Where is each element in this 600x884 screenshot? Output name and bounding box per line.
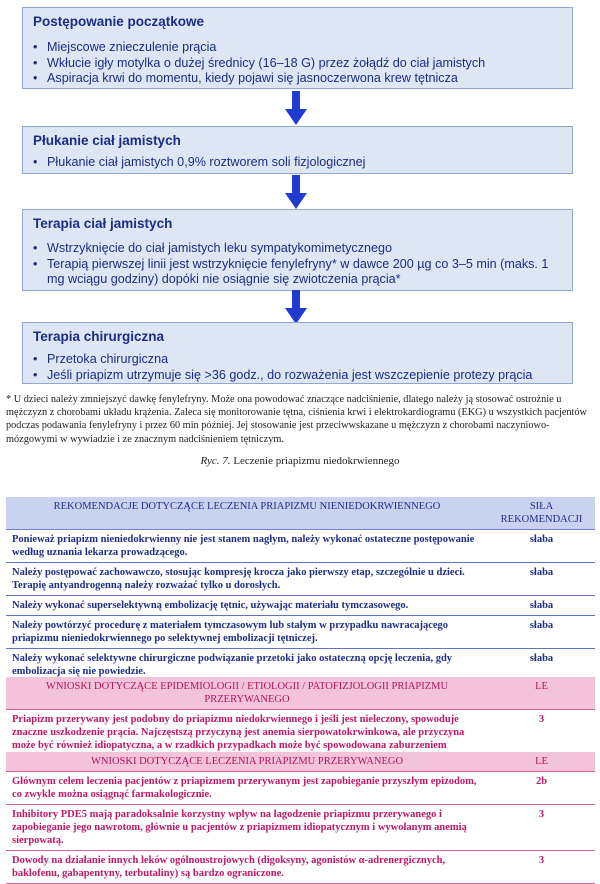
flow-step-list bbox=[33, 155, 564, 171]
table-row bbox=[6, 563, 595, 596]
table-header: WNIOSKI DOTYCZĄCE EPIDEMIOLOGII / ETIOLOGII / PATOFIZJOLOGII PRIAPIZMU PRZERYWANEGO bbox=[6, 677, 488, 710]
row-text: Należy wykonać selektywne chirurgiczne podwiązanie przetoki jako ostateczną opcję leczenia, gdy embolizacja się nie powiedzie. bbox=[6, 649, 488, 682]
flow-step-title: Terapia ciał jamistych bbox=[33, 216, 173, 231]
row-value: słaba bbox=[488, 530, 595, 563]
row-value: słaba bbox=[488, 616, 595, 649]
row-value: słaba bbox=[488, 563, 595, 596]
down-arrow-icon bbox=[285, 91, 307, 125]
table-header-le: LE bbox=[488, 677, 595, 710]
row-value: słaba bbox=[488, 649, 595, 682]
flow-step-title: Płukanie ciał jamistych bbox=[33, 133, 181, 148]
row-value: 3 bbox=[488, 851, 595, 884]
flow-item: • Miejscowe znieczulenie prącia bbox=[33, 40, 564, 56]
row-text: Ponieważ priapizm nieniedokrwienny nie jest stanem nagłym, należy wykonać ostateczne postępowanie według uznania lekarza prowadzącego. bbox=[6, 530, 488, 563]
flow-step-title: Terapia chirurgiczna bbox=[33, 329, 165, 344]
table-row bbox=[6, 805, 595, 851]
flow-item: • Przetoka chirurgiczna bbox=[33, 352, 564, 368]
flow-item: • Aspiracja krwi do momentu, kiedy pojawi się jasnoczerwona krew tętnicza bbox=[33, 71, 564, 87]
flow-item: • Wkłucie igły motylka o dużej średnicy (16–18 G) przez żołądź do ciał jamistych bbox=[33, 56, 564, 72]
table-row bbox=[6, 596, 595, 616]
table-row bbox=[6, 851, 595, 884]
recommendations-table bbox=[6, 497, 595, 682]
flow-step-title: Postępowanie początkowe bbox=[33, 14, 205, 29]
down-arrow-icon bbox=[285, 175, 307, 209]
flow-step-initial bbox=[22, 7, 573, 89]
table-row bbox=[6, 616, 595, 649]
table-header-le: LE bbox=[488, 752, 595, 772]
table-header-strength: SIŁA REKOMENDACJI bbox=[488, 497, 595, 530]
row-text: Priapizm przerywany jest podobny do priapizmu niedokrwiennego i jeśli jest nieleczony, spowoduje znaczne uszkodzenie prącia. Najczęstszą przyczyną jest anemia sierpowatokrwinkowa, ale przyczyna może być również idiopatyczna, a w rzadkich przypadkach może być spowodowana zaburzeniem bbox=[6, 710, 488, 769]
table-row bbox=[6, 772, 595, 805]
flow-step-list bbox=[33, 40, 564, 87]
flow-step-list bbox=[33, 352, 564, 383]
flow-step-surgical-therapy bbox=[22, 322, 573, 384]
row-text: Głównym celem leczenia pacjentów z priapizmem przerywanym jest zapobieganie przyszłym epizodom, co zwykle można osiągnąć farmakologicznie. bbox=[6, 772, 488, 805]
flow-step-irrigation bbox=[22, 126, 573, 174]
row-text: Należy postępować zachowawczo, stosując kompresję krocza jako pierwszy etap, szczególnie u dzieci. Terapię antyandrogenną należy rozważać tylko u dorosłych. bbox=[6, 563, 488, 596]
table-row bbox=[6, 530, 595, 563]
row-text: Należy wykonać superselektywną embolizację tętnic, używając materiału tymczasowego. bbox=[6, 596, 488, 616]
row-value: 3 bbox=[488, 805, 595, 851]
footnote: * U dzieci należy zmniejszyć dawkę fenylefryny. Może ona powodować znaczące nadciśnienie, dlatego należy ją stosować ostrożnie u mężczyzn z chorobami układu krążenia. Zaleca się monitorowanie tętna, ciśnienia krwi i elektrokardiogramu (EKG) u wszystkich pacjentów podczas podawania fenylefryny i przez 60 min później. Jej stosowanie jest przeciwwskazane u mężczyzn z chorobami naczyniowo-mózgowymi w wywiadzie i ze znacznym nadciśnieniem tętniczym. bbox=[6, 394, 587, 445]
flow-item: • Płukanie ciał jamistych 0,9% roztworem soli fizjologicznej bbox=[33, 155, 564, 171]
flow-item: • Jeśli priapizm utrzymuje się >36 godz., do rozważenia jest wszczepienie protezy prącia bbox=[33, 368, 564, 384]
table-header: WNIOSKI DOTYCZĄCE LECZENIA PRIAPIZMU PRZERYWANEGO bbox=[6, 752, 488, 772]
row-value: 3 bbox=[488, 710, 595, 769]
flow-item: • Wstrzyknięcie do ciał jamistych leku sympatykomimetycznego bbox=[33, 241, 564, 257]
treatment-conclusions-table bbox=[6, 752, 595, 884]
figure-caption bbox=[0, 455, 600, 467]
row-value: 2b bbox=[488, 772, 595, 805]
row-text: Należy powtórzyć procedurę z materiałem tymczasowym lub stałym w przypadku nawracającego priapizmu nieniedokrwiennego po selektywnej embolizacji tętniczej. bbox=[6, 616, 488, 649]
down-arrow-icon bbox=[285, 290, 307, 324]
caption-text: Leczenie priapizmu niedokrwiennego bbox=[230, 455, 400, 467]
row-value: słaba bbox=[488, 596, 595, 616]
flow-step-cavernosal-therapy bbox=[22, 209, 573, 291]
row-text: Dowody na działanie innych leków ogólnoustrojowych (digoksyny, agonistów α-adrenergicznych, baklofenu, gabapentyny, terbutaliny) są bardzo ograniczone. bbox=[6, 851, 488, 884]
flow-item: • Terapią pierwszej linii jest wstrzyknięcie fenylefryny* w dawce 200 µg co 3–5 min (maks. 1 mg wciągu godziny) dopóki nie osiągnie się zwiotczenia prącia* bbox=[33, 257, 564, 288]
caption-label: Ryc. 7. bbox=[200, 455, 231, 467]
flow-step-list bbox=[33, 241, 564, 288]
table-header: REKOMENDACJE DOTYCZĄCE LECZENIA PRIAPIZMU NIENIEDOKRWIENNEGO bbox=[6, 497, 488, 530]
row-text: Inhibitory PDE5 mają paradoksalnie korzystny wpływ na łagodzenie priapizmu przerywanego i zapobieganie jego nawrotom, głównie u pacjentów z priapizmem idiopatycznym i wywołanym anemią sierpowatą. bbox=[6, 805, 488, 851]
